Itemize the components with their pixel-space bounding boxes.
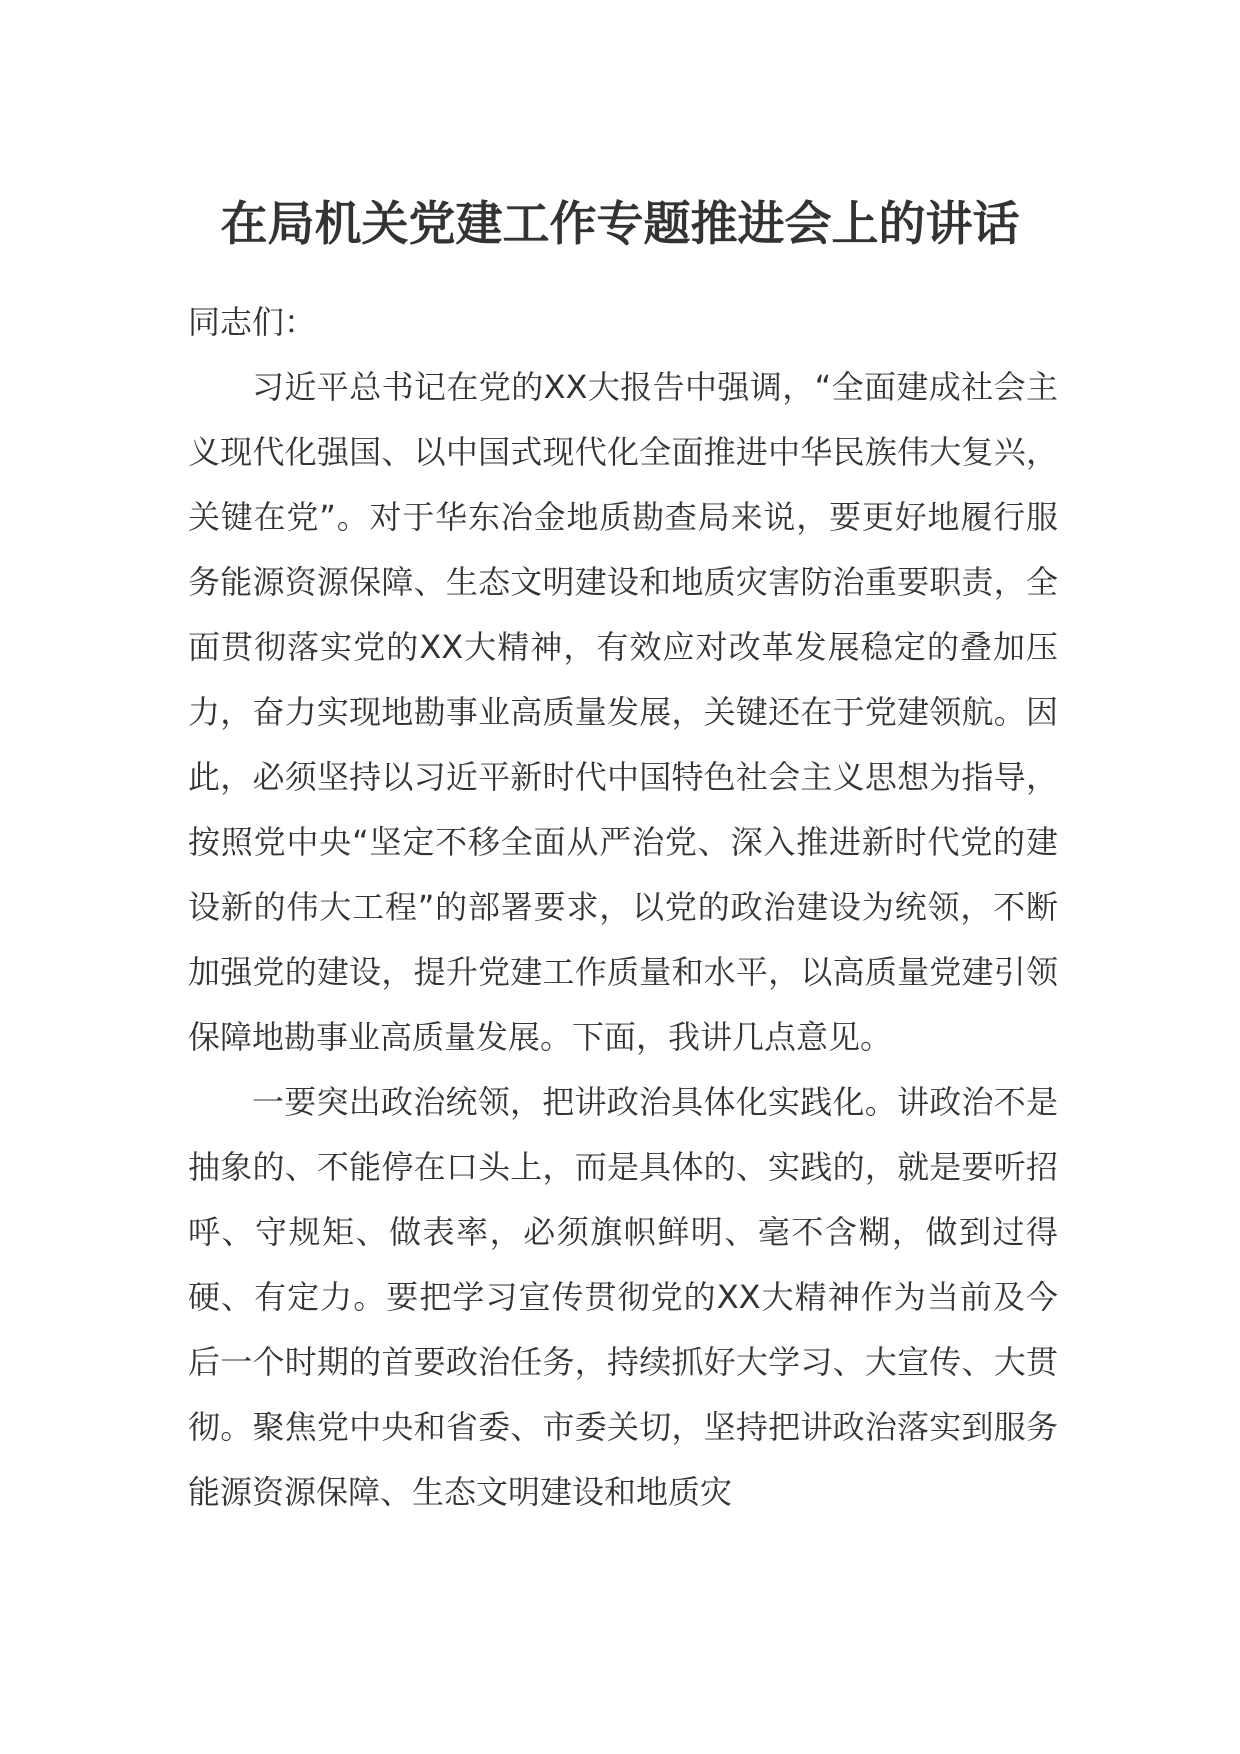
document-title: 在局机关党建工作专题推进会上的讲话 xyxy=(220,197,1020,252)
paragraph-intro: 习近平总书记在党的XX大报告中强调，“全面建成社会主义现代化强国、以中国式现代化全面推进中华民族伟大复兴，关键在党”。对于华东冶金地质勘查局来说，要更好地履行服务能源资源保障、生态文明建设和地质灾害防治重要职责，全面贯彻落实党的XX大精神，有效应对改革发展稳定的叠加压力，奋力实现地勘事业高质量发展，关键还在于党建领航。因此，必须坚持以习近平新时代中国特色社会主义思想为指导，按照党中央“坚定不移全面从严治党、深入推进新时代党的建设新的伟大工程”的部署要求，以党的政治建设为统领，不断加强党的建设，提升党建工作质量和水平，以高质量党建引领保障地勘事业高质量发展。下面，我讲几点意见。 xyxy=(188,368,1058,1056)
document-body xyxy=(188,290,1058,1525)
paragraph-point-one: 一要突出政治统领，把讲政治具体化实践化。讲政治不是抽象的、不能停在口头上，而是具体的、实践的，就是要听招呼、守规矩、做表率，必须旗帜鲜明、毫不含糊，做到过得硬、有定力。要把学习宣传贯彻党的XX大精神作为当前及今后一个时期的首要政治任务，持续抓好大学习、大宣传、大贯彻。聚焦党中央和省委、市委关切，坚持把讲政治落实到服务能源资源保障、生态文明建设和地质灾 xyxy=(188,1083,1058,1511)
salutation: 同志们： xyxy=(188,303,317,341)
